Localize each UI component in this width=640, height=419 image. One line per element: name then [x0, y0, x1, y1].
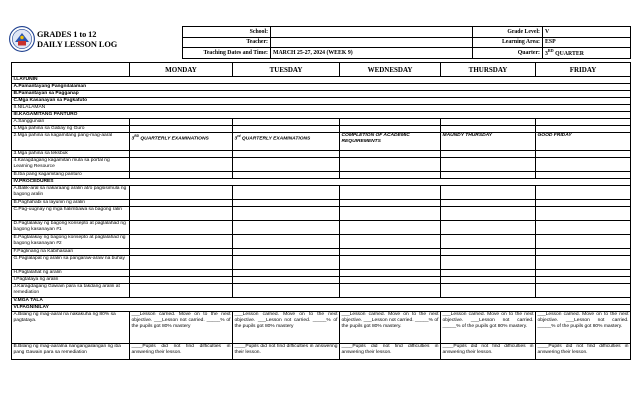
row-paghahabi: B.Paghahabi sa layunin ng aralin [12, 200, 130, 207]
school-value [271, 27, 473, 38]
quarter-value [543, 48, 631, 59]
row-teksbuk: 3.Mga pahina sa teksbuk [12, 151, 130, 158]
cell [130, 235, 233, 249]
document-title [37, 30, 117, 50]
quarter-label: Quarter: [473, 48, 543, 59]
difficulty-monday: ____Pupils did not find difficulties in answering their lesson. [130, 344, 233, 360]
cell [441, 277, 536, 284]
cell [130, 186, 233, 200]
row-pamantayan-sa-pagganap: B.Pamantayan sa Pagganap [12, 91, 631, 98]
event-friday: GOOD FRIDAY [536, 133, 631, 151]
learning-area-value: ESP [543, 37, 631, 48]
cell [536, 249, 631, 256]
cell [130, 277, 233, 284]
cell [233, 249, 340, 256]
row-paglalapat: G.Paglalapat ng aralin sa pangaraw-araw na buhay [12, 256, 130, 270]
cell [340, 277, 441, 284]
row-paglinang: F.Paglinang na Kabihasaan [12, 249, 130, 256]
quarter-number: 3 [545, 51, 548, 58]
cell [340, 256, 441, 270]
teacher-label: Teacher: [183, 37, 271, 48]
cell [536, 200, 631, 207]
cell [340, 207, 441, 221]
cell [233, 277, 340, 284]
cell [536, 207, 631, 221]
cell [536, 221, 631, 235]
cell [130, 249, 233, 256]
section-kagamitang-panturo: III.KAGAMITANG PANTURO [12, 112, 631, 119]
section-pagninilay: VI.PAGNINILAY [12, 305, 631, 312]
cell [441, 119, 536, 126]
quarter-superscript: RD [547, 48, 554, 54]
event-monday-text: QUARTERLY EXAMINATIONS [139, 136, 209, 142]
event-wednesday: COMPLETION OF ACADEMIC REQUIREMENTS [340, 133, 441, 151]
cell [536, 270, 631, 277]
cell [233, 172, 340, 179]
remark-thursday: ___Lesson carried. Move on to the next objective. ___Lesson not carried. _____% of the pupils got 80% mastery. [441, 312, 536, 344]
cell [130, 221, 233, 235]
cell [441, 158, 536, 172]
cell [536, 151, 631, 158]
cell [340, 221, 441, 235]
remark-wednesday: ___Lesson carried. Move on to the next objective. ___Lesson not carried. _____% of the pupils got 80% mastery. [340, 312, 441, 344]
cell [441, 126, 536, 133]
cell [130, 119, 233, 126]
event-tuesday-superscript: rd [237, 134, 241, 138]
row-pagtalakay-2: E.Pagtalakay ng bagong konsepto at paglalahad ng bagong kasanayan #2 [12, 235, 130, 249]
teaching-dates-value: MARCH 25-27, 2024 (WEEK 9) [271, 48, 473, 59]
row-sanggunian: A.Sanggunian [12, 119, 130, 126]
cell [536, 256, 631, 270]
section-layunin: I.LAYUNIN [12, 77, 631, 84]
day-header-tuesday: TUESDAY [233, 63, 340, 77]
row-bilang-80-percent: A.Bilang ng mag-aaral na nakakuha ng 80% sa pagtataya. [12, 312, 130, 344]
section-nilalaman: II.NILALAMAN [12, 105, 631, 112]
row-bilang-remediation: B.Bilang ng mag-aaralna nangangailangan ng iba pang Gawain para sa remediation [12, 344, 130, 360]
remark-friday: ___Lesson carried. Move on to the next objective. ___Lesson not carried. _____% of the pupils got 80% mastery. [536, 312, 631, 344]
cell [130, 126, 233, 133]
cell [340, 151, 441, 158]
event-tuesday-text: QUARTERLY EXAMINATIONS [240, 136, 311, 142]
event-tuesday-number: 3 [234, 136, 238, 142]
row-pag-uugnay: C.Pag-uugnay ng mga halimbawa sa bagong ralin [12, 207, 130, 221]
teaching-dates-label: Teaching Dates and Time: [183, 48, 271, 59]
cell [233, 284, 340, 298]
cell [340, 270, 441, 277]
cell [536, 284, 631, 298]
row-balik-aral: A.Balik-aral sa nakaraang aralin at/o pagsisimula ng bagong aralin [12, 186, 130, 200]
cell [441, 284, 536, 298]
day-header-friday: FRIDAY [536, 63, 631, 77]
blank-header-cell [12, 63, 130, 77]
cell [536, 235, 631, 249]
cell [441, 256, 536, 270]
quarter-text: QUARTER [553, 51, 584, 58]
cell [441, 207, 536, 221]
row-paglalahat: H.Paglalahat ng aralin [12, 270, 130, 277]
cell [340, 200, 441, 207]
deped-seal-icon [9, 26, 35, 52]
cell [441, 270, 536, 277]
section-procedures: IV.PROCEDURES [12, 179, 631, 186]
day-header-thursday: THURSDAY [441, 63, 536, 77]
row-pagtalakay-1: D.Pagtalakay ng bagong konsepto at paglalahad ng bagong kasanayan #1 [12, 221, 130, 235]
cell [233, 221, 340, 235]
learning-area-label: Learning Area: [473, 37, 543, 48]
difficulty-wednesday: ____Pupils did not find difficulties in answering their lesson. [340, 344, 441, 360]
cell [233, 119, 340, 126]
grade-level-label: Grade Level: [473, 27, 543, 38]
day-header-monday: MONDAY [130, 63, 233, 77]
cell [536, 126, 631, 133]
cell [233, 158, 340, 172]
day-header-wednesday: WEDNESDAY [340, 63, 441, 77]
cell [340, 235, 441, 249]
cell [441, 221, 536, 235]
teacher-value [271, 37, 473, 48]
cell [130, 256, 233, 270]
title-line-1: GRADES 1 to 12 [37, 30, 97, 39]
cell [233, 256, 340, 270]
cell [340, 249, 441, 256]
cell [130, 207, 233, 221]
row-iba-pang-kagamitan: B.Iba pang kagamitang panturo [12, 172, 130, 179]
cell [233, 270, 340, 277]
cell [340, 119, 441, 126]
event-monday-number: 3 [131, 136, 135, 142]
cell [536, 119, 631, 126]
cell [233, 200, 340, 207]
header-info-table [182, 26, 631, 59]
row-pagtataya: I.Pagtataya ng aralin [12, 277, 130, 284]
cell [130, 172, 233, 179]
difficulty-tuesday: ____Pupils did not find difficulties in answering their lesson. [233, 344, 340, 360]
remark-monday: ___Lesson carried. Move on to the next objective. ___Lesson not carried. _____% of the pupils got 80% mastery [130, 312, 233, 344]
cell [233, 235, 340, 249]
cell [536, 186, 631, 200]
cell [441, 200, 536, 207]
cell [233, 126, 340, 133]
cell [441, 172, 536, 179]
remark-tuesday: ___Lesson carried. Move on to the next objective. ___Lesson not carried. _____% of the pupils got 80% mastery [233, 312, 340, 344]
cell [130, 151, 233, 158]
row-kagamitang-pang-mag-aaral: 2.Mga pahina sa kagamitang pang-mag-aaral [12, 133, 130, 151]
event-thursday: MAUNDY THURSDAY [441, 133, 536, 151]
school-label: School: [183, 27, 271, 38]
cell [233, 151, 340, 158]
grade-level-value: V [543, 27, 631, 38]
row-gabay-ng-guro: 1.Mga pahina sa Gabay ng Guro [12, 126, 130, 133]
event-monday [130, 133, 233, 151]
cell [536, 277, 631, 284]
cell [340, 126, 441, 133]
cell [130, 158, 233, 172]
cell [441, 151, 536, 158]
difficulty-friday: ____Pupils did not find difficulties in answering their lesson. [536, 344, 631, 360]
section-mga-tala: V.MGA TALA [12, 298, 631, 305]
cell [130, 270, 233, 277]
cell [441, 235, 536, 249]
cell [441, 186, 536, 200]
title-line-2: DAILY LESSON LOG [37, 40, 118, 49]
cell [340, 186, 441, 200]
row-mga-kasanayan: C.Mga Kasanayan sa Pagkatuto [12, 98, 631, 105]
cell [233, 207, 340, 221]
row-karagdagang-gawain: J.Karagdagang Gawain para sa takdang aralin at remediation [12, 284, 130, 298]
cell [340, 284, 441, 298]
row-learning-resource-portal: 4.Karagdagang kagamitan mula sa portal ng Learning Resource [12, 158, 130, 172]
cell [536, 172, 631, 179]
day-header-row [12, 63, 631, 77]
cell [441, 249, 536, 256]
cell [340, 172, 441, 179]
cell [233, 186, 340, 200]
cell [536, 158, 631, 172]
cell [130, 200, 233, 207]
cell [340, 158, 441, 172]
row-pamantayang-pangnilalaman: A.Pamantayang Pangnilalaman [12, 84, 631, 91]
event-monday-superscript: RD [134, 134, 139, 138]
event-tuesday [233, 133, 340, 151]
cell [130, 284, 233, 298]
difficulty-thursday: ____Pupils did not find difficulties in answering their lesson. [441, 344, 536, 360]
lesson-plan-table [11, 62, 631, 360]
